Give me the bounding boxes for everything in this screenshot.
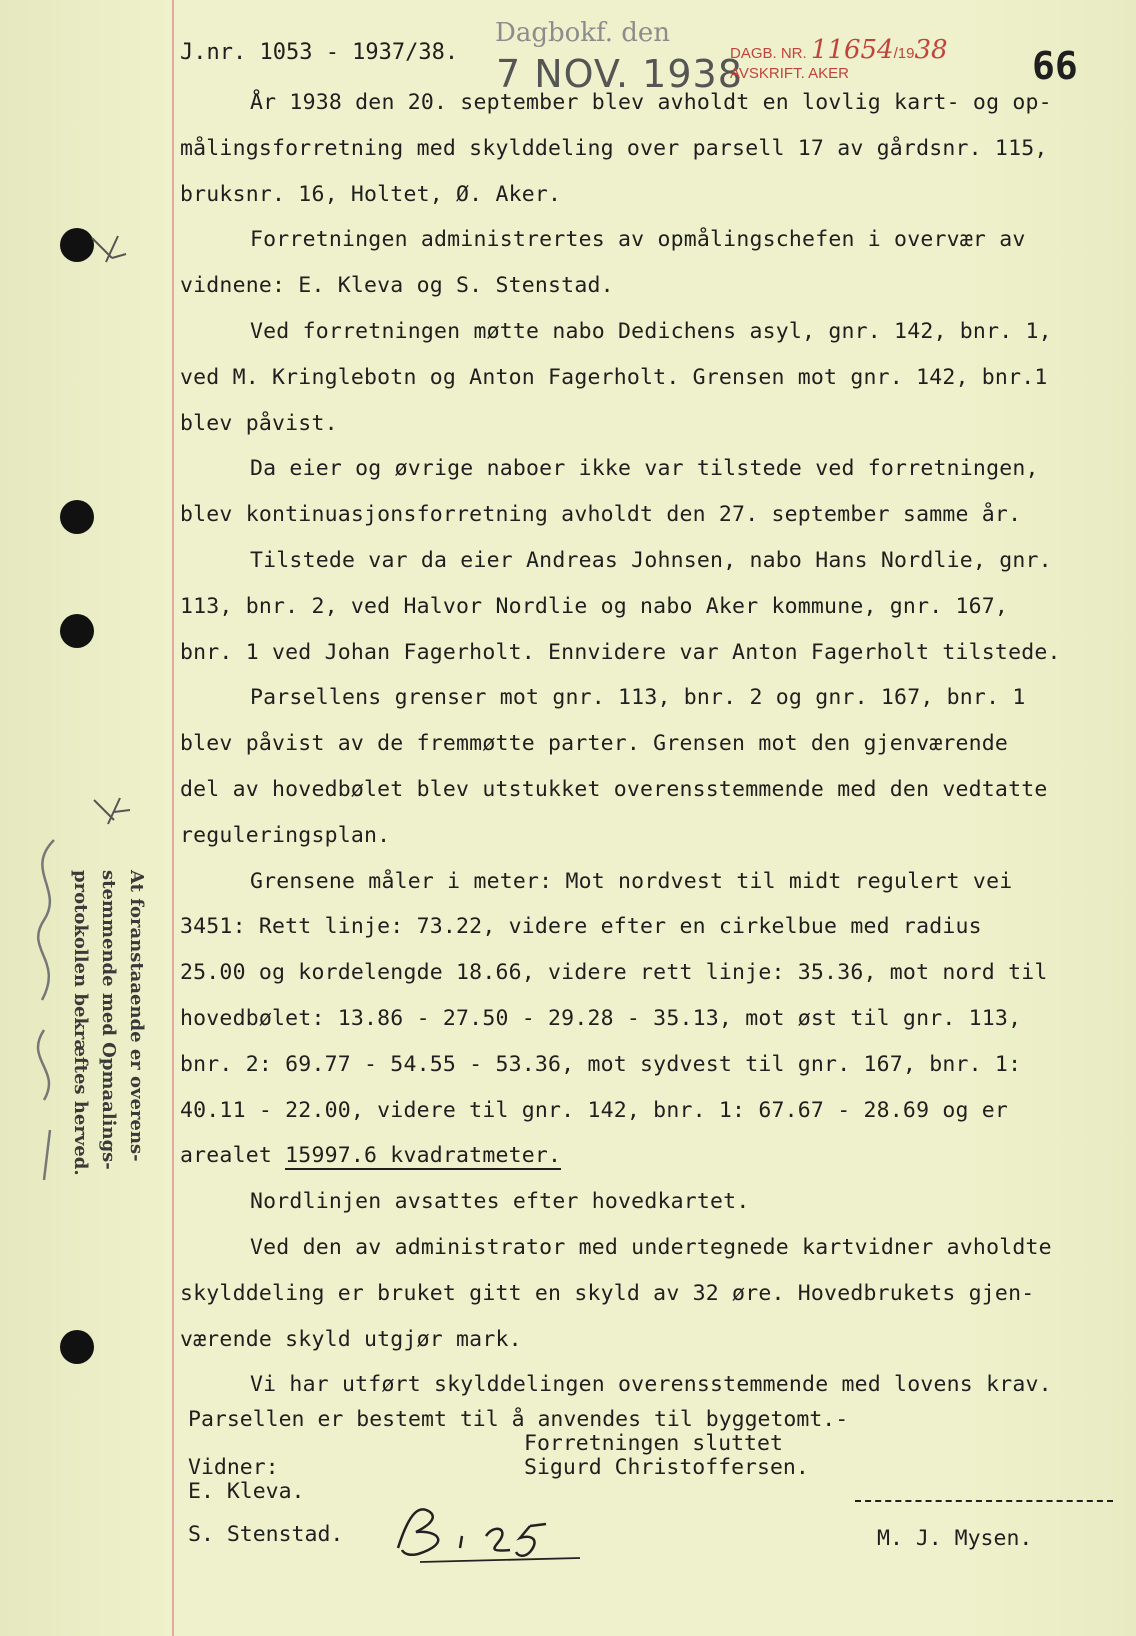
closing-block xyxy=(188,1408,1108,1504)
page-number: 66 xyxy=(1032,44,1078,88)
area-prefix: arealet xyxy=(180,1143,286,1169)
handwritten-initials xyxy=(390,1500,590,1570)
administrator-name: Sigurd Christoffersen. xyxy=(524,1455,809,1480)
text-line: Parsellens grenser mot gnr. 113, bnr. 2 og gnr. 167, bnr. 1 xyxy=(250,685,1026,711)
text-line: Ved den av administrator med undertegnede kartvidner avholdte xyxy=(250,1234,1052,1260)
text-line: 3451: Rett linje: 73.22, videre efter en cirkelbue med radius xyxy=(180,914,982,940)
vidner-label: Vidner: xyxy=(188,1455,279,1480)
text-line: År 1938 den 20. september blev avholdt en lovlig kart- og op- xyxy=(250,90,1052,115)
text-line: 113, bnr. 2, ved Halvor Nordlie og nabo Aker kommune, gnr. 167, xyxy=(180,593,1009,619)
text-line: Nordlinjen avsattes efter hovedkartet. xyxy=(250,1189,750,1215)
text-line: blev påvist. xyxy=(180,410,338,436)
certification-stamp xyxy=(70,870,150,1290)
text-line: Da eier og øvrige naboer ikke var tilstede ved forretningen, xyxy=(250,456,1039,482)
text-line: vidnene: E. Kleva og S. Stenstad. xyxy=(180,273,614,299)
check-mark-icon xyxy=(82,228,132,268)
dagb-nr-stamp xyxy=(730,35,948,84)
dagbok-label: Dagbokf. den xyxy=(495,18,671,48)
punch-hole xyxy=(60,1330,94,1364)
check-mark-icon xyxy=(86,790,136,830)
document-body xyxy=(180,80,1100,1408)
text-line: Vi har utført skylddelingen overensstemmende med lovens krav. xyxy=(250,1372,1052,1398)
text-line: bruksnr. 16, Holtet, Ø. Aker. xyxy=(180,181,562,207)
margin-signature-icon xyxy=(14,830,74,1190)
text-line: bnr. 2: 69.77 - 54.55 - 53.36, mot sydvest til gnr. 167, bnr. 1: xyxy=(180,1051,1022,1077)
stamp-line: stemmende med Opmaalings- xyxy=(98,870,119,1170)
text-line: blev kontinuasjonsforretning avholdt den 27. september samme år. xyxy=(180,502,1022,528)
text-line: målingsforretning med skylddeling over parsell 17 av gårdsnr. 115, xyxy=(180,135,1048,161)
witness-kleva: E. Kleva. xyxy=(188,1479,305,1504)
text-line: Forretningen administrertes av opmålingschefen i overvær av xyxy=(250,227,1026,253)
text-line: reguleringsplan. xyxy=(180,822,391,848)
text-line: bnr. 1 ved Johan Fagerholt. Ennvidere var Anton Fagerholt tilstede. xyxy=(180,639,1061,665)
witness-stenstad: S. Stenstad. xyxy=(188,1522,344,1547)
stamp-line: protokollen bekræftes herved. xyxy=(70,870,91,1176)
area-line xyxy=(180,1133,1100,1179)
signature-line xyxy=(855,1500,1113,1502)
punch-hole xyxy=(60,500,94,534)
journal-number: J.nr. 1053 - 1937/38. xyxy=(180,40,459,65)
text-line: Grensene måler i meter: Mot nordvest til midt regulert vei xyxy=(250,868,1013,894)
margin-rule xyxy=(172,0,174,1636)
text-line: hovedbølet: 13.86 - 27.50 - 29.28 - 35.13, mot øst til gnr. 113, xyxy=(180,1005,1022,1031)
forretningen-sluttet: Forretningen sluttet xyxy=(524,1431,783,1456)
text-line: blev påvist av de fremmøtte parter. Grensen mot den gjenværende xyxy=(180,731,1009,757)
avskrift-label: AVSKRIFT. AKER xyxy=(730,65,849,82)
dagb-nr-label: DAGB. NR. xyxy=(730,45,807,62)
text-line: Ved forretningen møtte nabo Dedichens asyl, gnr. 142, bnr. 1, xyxy=(250,318,1052,344)
text-line: 25.00 og kordelengde 18.66, videre rett linje: 35.36, mot nord til xyxy=(180,960,1048,986)
text-line: del av hovedbølet blev utstukket overensstemmende med den vedtatte xyxy=(180,776,1048,802)
text-line: værende skyld utgjør mark. xyxy=(180,1326,522,1352)
stamp-line: At foranstaaende er overens- xyxy=(126,870,147,1162)
text-line: ved M. Kringlebotn og Anton Fagerholt. Grensen mot gnr. 142, bnr.1 xyxy=(180,364,1048,390)
handwritten-text: Bi 25 xyxy=(390,1500,394,1501)
signatory-mysen: M. J. Mysen. xyxy=(877,1526,1033,1551)
parsell-line: Parsellen er bestemt til å anvendes til byggetomt.- xyxy=(188,1407,849,1432)
text-line: 40.11 - 22.00, videre til gnr. 142, bnr. 1: 67.67 - 28.69 og er xyxy=(180,1097,1009,1123)
text-line: Tilstede var da eier Andreas Johnsen, nabo Hans Nordlie, gnr. xyxy=(250,547,1052,573)
text-line: skylddeling er bruket gitt en skyld av 32 øre. Hovedbrukets gjen- xyxy=(180,1280,1035,1306)
dagb-nr-value: 11654 xyxy=(810,35,894,65)
area-value: 15997.6 kvadratmeter. xyxy=(285,1143,562,1169)
punch-hole xyxy=(60,614,94,648)
dagb-nr-year-prefix: /19 xyxy=(893,45,915,62)
dagb-nr-year: 38 xyxy=(914,35,948,65)
date-stamp: 7 NOV. 1938 xyxy=(496,52,743,96)
